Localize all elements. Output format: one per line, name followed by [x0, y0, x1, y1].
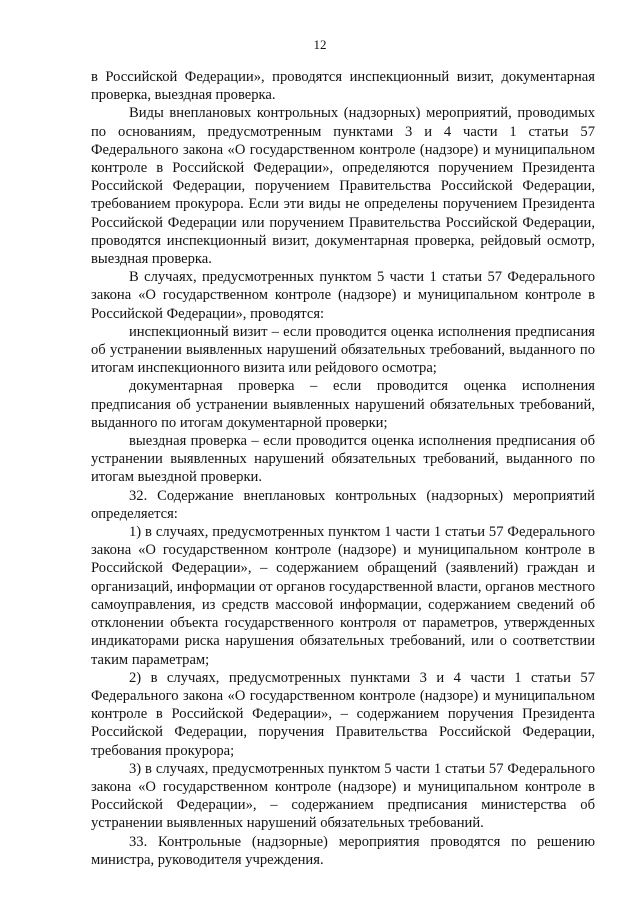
- paragraph-clause-32-item-2: 2) в случаях, предусмотренных пунктами 3 и 4 части 1 статьи 57 Федерального закона «О государственном контроле (надзоре) и муниципальном контроле в Российской Федерации», – содержанием поручения Президента Российской Федерации, поручения Правительства Российской Федерации, требования прокурора;: [91, 669, 595, 759]
- paragraph-continuation: в Российской Федерации», проводятся инспекционный визит, документарная проверка, выездная проверка.: [91, 69, 595, 104]
- paragraph-point-5-cases: В случаях, предусмотренных пунктом 5 части 1 статьи 57 Федерального закона «О государственном контроле (надзоре) и муниципальном контроле в Российской Федерации», проводятся:: [91, 269, 595, 322]
- paragraph-clause-32-item-1: 1) в случаях, предусмотренных пунктом 1 части 1 статьи 57 Федерального закона «О государственном контроле (надзоре) и муниципальном контроле в Российской Федерации», – содержанием обращений (заявлений) граждан и организаций, информации от органов государственной власти, органов местного самоуправления, из средств массовой информации, содержанием сведений об отклонении объекта государственного контроля от параметров, утвержденных индикаторами риска нарушения обязательных требований, или о соответствии таким параметрам;: [91, 524, 595, 668]
- paragraph-unplanned-types: Виды внеплановых контрольных (надзорных) мероприятий, проводимых по основаниям, предусмотренным пунктами 3 и 4 части 1 статьи 57 Федерального закона «О государственном контроле (надзоре) и муниципальном контроле в Российской Федерации», определяются поручением Президента Российской Федерации, поручением Правительства Российской Федерации, требованием прокурора. Если эти виды не определены поручением Президента Российской Федерации или поручением Правительства Российской Федерации, проводятся инспекционный визит, документарная проверка, рейдовый осмотр, выездная проверка.: [91, 105, 595, 268]
- page-number: 12: [313, 37, 327, 52]
- paragraph-clause-32: 32. Содержание внеплановых контрольных (надзорных) мероприятий определяется:: [91, 487, 595, 522]
- paragraph-clause-33: 33. Контрольные (надзорные) мероприятия проводятся по решению министра, руководителя учреждения.: [91, 833, 595, 868]
- paragraph-inspection-visit: инспекционный визит – если проводится оценка исполнения предписания об устранении выявленных нарушений обязательных требований, выданного по итогам инспекционного визита или рейдового осмотра;: [91, 323, 595, 377]
- paragraph-clause-32-item-3: 3) в случаях, предусмотренных пунктом 5 части 1 статьи 57 Федерального закона «О государственном контроле (надзоре) и муниципальном контроле в Российской Федерации», – содержанием предписания министерства об устранении выявленных нарушений обязательных требований.: [91, 760, 595, 832]
- document-body: [91, 68, 595, 869]
- paragraph-field-check: выездная проверка – если проводится оценка исполнения предписания об устранении выявленных нарушений обязательных требований, выданного по итогам выездной проверки.: [91, 433, 595, 486]
- paragraph-documentary-check: документарная проверка – если проводится оценка исполнения предписания об устранении выявленных нарушений обязательных требований, выданного по итогам документарной проверки;: [91, 378, 595, 431]
